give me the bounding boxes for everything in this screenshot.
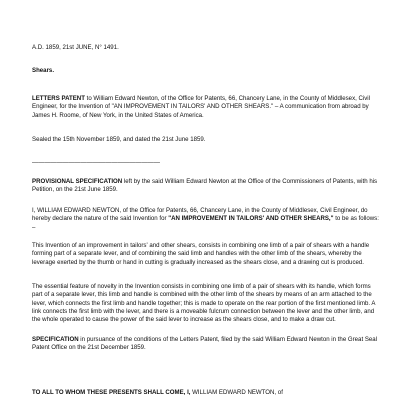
specification-paragraph	[32, 336, 380, 353]
specification-lead: SPECIFICATION	[32, 336, 79, 343]
essential-feature-paragraph: The essential feature of novelty in the Invention consists in combining one limb of a pair of shears with its handle, which forms part of a separate lever, this limb and handle is combined with the other limb of the shears by means of an arm attached to the lever, which connects the first limb and handle together; this is made to operate on the rear portion of the first mentioned limb. A link connects the first limb with the lever, and there is a moveable fulcrum connection between the lever and the other limb, and the whole operated to cause the power of the said lever to increase as the shears close, and to make a draw cut.	[32, 283, 376, 324]
to-all-body: WILLIAM EDWARD NEWTON, of	[190, 389, 283, 396]
letters-patent-body: to William Edward Newton, of the Office for Patents, 66, Chancery Lane, in the County of Middlesex, Civil Engineer, for the Invention of "AN IMPROVEMENT IN TAILORS' AND OTHER SHEARS." – A communication from abroad by James H. Roome, of New York, in the United States of America.	[32, 95, 371, 119]
declaration-invention-title: "AN IMPROVEMENT IN TAILORS' AND OTHER SHEARS,"	[168, 215, 334, 223]
to-all-paragraph	[32, 389, 380, 397]
declaration-body: I, WILLIAM EDWARD NEWTON, of the Office for Patents, 66, Chancery Lane, in the County of Middlesex, Civil Engineer, do hereby declare the nature of the said Invention for	[32, 207, 368, 223]
specification-body: in pursuance of the conditions of the Letters Patent, filed by the said William Edward Newton in the Great Seal Patent Office on the 21st December 1859.	[32, 336, 378, 352]
document-title: Shears.	[32, 67, 55, 74]
sealed-line: Sealed the 15th November 1859, and dated the 21st June 1859.	[32, 136, 206, 143]
provisional-specification-paragraph	[32, 178, 380, 195]
to-all-lead: TO ALL TO WHOM THESE PRESENTS SHALL COME, I,	[32, 389, 191, 396]
patent-header: A.D. 1859, 21st JUNE, N° 1491.	[32, 44, 119, 51]
letters-patent-paragraph	[32, 95, 380, 120]
declaration-tail: to be as follows: –	[32, 215, 379, 231]
separator-rule: —————————————————————	[32, 159, 160, 166]
letters-patent-lead: LETTERS PATENT	[32, 95, 85, 102]
invention-description-paragraph: This Invention of an improvement in tailors' and other shears, consists in combining one limb of a pair of shears with a handle forming part of a separate lever, and of combining the said limb and handles with the other limb of the shears, whereby the leverage exerted by the thumb or hand in cutting is gradually increased as the shears close, and a drawing cut is produced.	[32, 242, 370, 266]
declaration-paragraph	[32, 207, 380, 232]
provisional-lead: PROVISIONAL SPECIFICATION	[32, 178, 123, 185]
provisional-body: left by the said William Edward Newton at the Office of the Commissioners of Patents, with his Petition, on the 21st June 1859.	[32, 178, 378, 194]
